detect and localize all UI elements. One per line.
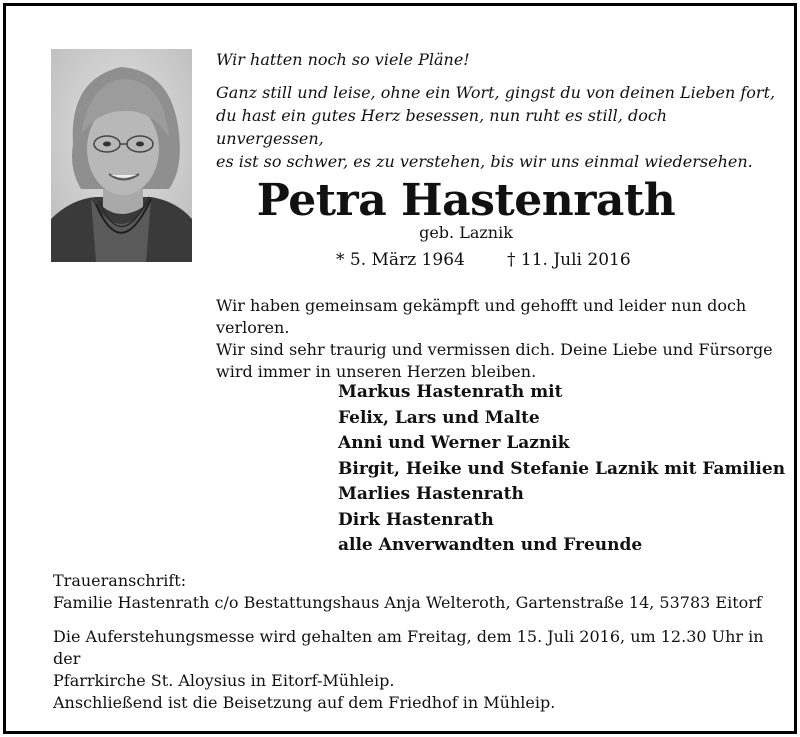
- death-date: † 11. Juli 2016: [507, 250, 631, 270]
- maiden-name: geb. Laznik: [419, 223, 513, 242]
- deceased-name: Petra Hastenrath: [256, 175, 676, 226]
- birth-date: * 5. März 1964: [336, 250, 465, 270]
- mourner-item: Felix, Lars und Malte: [338, 407, 540, 428]
- mourner-item: Dirk Hastenrath: [338, 509, 494, 530]
- address-label: Traueranschrift:: [53, 571, 187, 590]
- mourner-item: alle Anverwandten und Freunde: [338, 535, 643, 555]
- mourner-item: Markus Hastenrath mit: [338, 382, 563, 402]
- poem-first-line: Wir hatten noch so viele Pläne!: [216, 50, 470, 69]
- mourners-list: [338, 380, 785, 559]
- farewell-message: [216, 295, 776, 383]
- address-text: Familie Hastenrath c/o Bestattungshaus Anja Welteroth, Gartenstraße 14, 53783 Eitorf: [53, 593, 762, 612]
- poem: [216, 48, 776, 173]
- mourner-item: Birgit, Heike und Stefanie Laznik mit Familien: [338, 458, 786, 479]
- message-line: wird immer in unseren Herzen bleiben.: [216, 362, 537, 381]
- service-line: Anschließend ist die Beisetzung auf dem Friedhof in Mühleip.: [53, 693, 556, 712]
- poem-line: es ist so schwer, es zu verstehen, bis wir uns einmal wiedersehen.: [216, 152, 753, 171]
- message-line: Wir haben gemeinsam gekämpft und gehofft und leider nun doch verloren.: [216, 296, 747, 337]
- mourner-item: Anni und Werner Laznik: [338, 433, 570, 453]
- service-line: Pfarrkirche St. Aloysius in Eitorf-Mühleip.: [53, 671, 395, 690]
- mourning-address: [53, 570, 762, 614]
- service-line: Die Auferstehungsmesse wird gehalten am Freitag, dem 15. Juli 2016, um 12.30 Uhr in der: [53, 627, 764, 668]
- poem-line: Ganz still und leise, ohne ein Wort, gingst du von deinen Lieben fort,: [216, 83, 776, 102]
- portrait-photo: [51, 49, 192, 262]
- poem-line: du hast ein gutes Herz besessen, nun ruht es still, doch unvergessen,: [216, 106, 668, 148]
- service-details: [53, 626, 773, 714]
- message-line: Wir sind sehr traurig und vermissen dich. Deine Liebe und Fürsorge: [216, 340, 773, 359]
- mourner-item: Marlies Hastenrath: [338, 484, 524, 504]
